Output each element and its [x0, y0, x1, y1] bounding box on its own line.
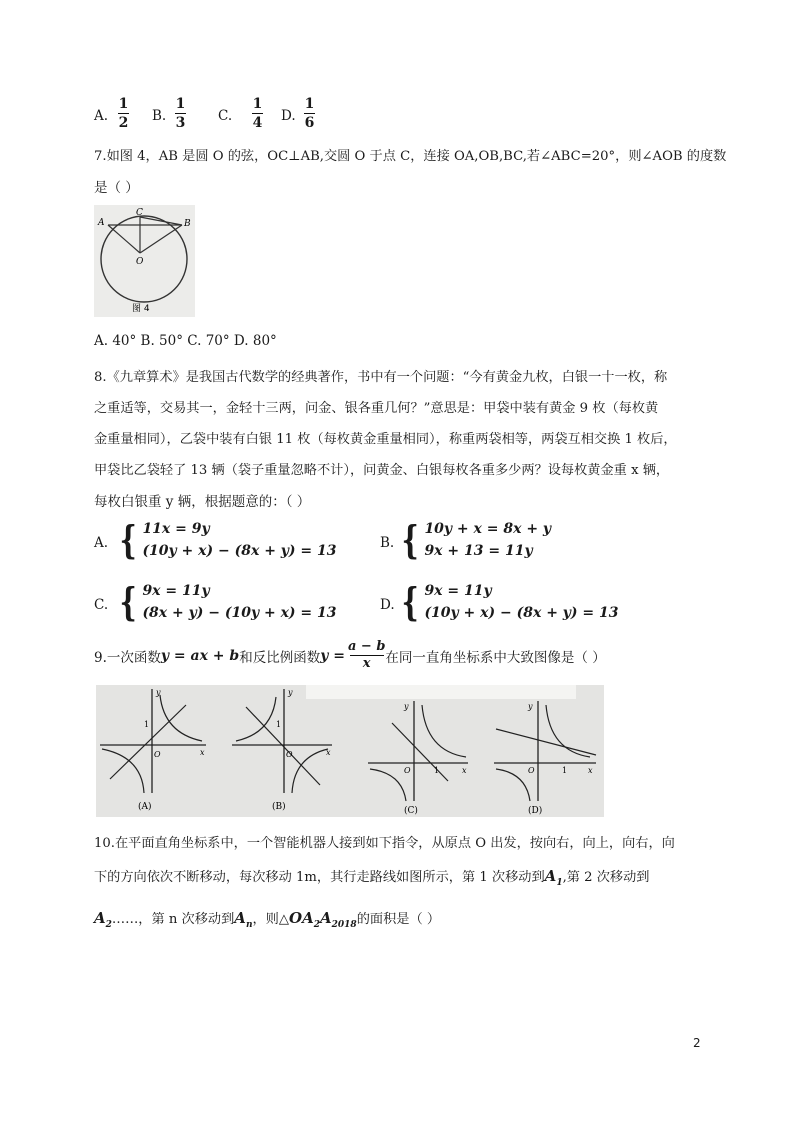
hyperbola-branch-1	[236, 697, 276, 741]
fraction-numerator: a − b	[347, 639, 386, 654]
q8-option-b-label: B.	[380, 535, 395, 551]
triangle-vertices	[289, 909, 357, 930]
graph-caption: (D)	[528, 806, 543, 816]
q8-option-a-system	[116, 518, 337, 562]
fraction-denominator: 2	[118, 115, 129, 131]
hyperbola-branch-1	[546, 705, 590, 757]
x-label: x	[462, 766, 467, 775]
hyperbola-branch-2	[370, 769, 406, 801]
one-label: 1	[144, 720, 150, 729]
q7-stem-line1: 7.如图 4，AB 是圆 O 的弦，OC⊥AB,交圆 O 于点 C，连接 OA,OB,BC,若∠ABC=20°，则∠AOB 的度数	[94, 149, 727, 164]
label-a: A	[98, 218, 105, 228]
q8-stem-line3: 金重量相同），乙袋中装有白银 11 枚（每枚黄金重量相同），称重两袋相等，两袋互相交换 1 枚后，	[94, 432, 677, 447]
graph-caption: (B)	[272, 802, 286, 812]
q8-option-c-label: C.	[94, 597, 109, 613]
hyperbola-branch-2	[102, 749, 144, 793]
q9-linear-function: y = ax + b	[160, 647, 240, 664]
q10-line2-text-a: 下的方向依次不断移动，每次移动 1m，其行走路线如图所示，第 1 次移动到	[94, 870, 545, 885]
point-an-letter: A	[234, 909, 246, 927]
origin-label: O	[286, 750, 293, 759]
linear-graph	[392, 723, 448, 781]
fraction-numerator: 1	[175, 96, 186, 112]
fraction-denominator: 4	[252, 115, 263, 131]
linear-graph	[110, 705, 186, 779]
q6-option-a-fraction	[118, 96, 129, 131]
equation-1: 9x = 11y	[424, 583, 492, 599]
one-label: 1	[434, 766, 440, 775]
linear-graph	[496, 729, 596, 755]
point-a1-letter: A	[544, 867, 557, 885]
linear-graph	[246, 707, 320, 785]
circle-o	[101, 216, 187, 302]
fraction-denominator: 3	[175, 115, 186, 131]
q9-inverse-lhs: y =	[320, 647, 345, 664]
q7-figure	[94, 205, 195, 317]
hyperbola-branch-1	[422, 705, 466, 757]
segment-bc	[140, 217, 182, 225]
figure-caption: 图 4	[132, 304, 150, 314]
q10-line3-text-a: ……，第 n 次移动到	[111, 912, 235, 927]
page-number: 2	[693, 1036, 701, 1050]
y-label: y	[404, 702, 409, 711]
q6-option-c-label: C.	[218, 108, 233, 124]
x-label: x	[200, 748, 205, 757]
q8-stem-line2: 之重适等，交易其一，金轻十三两，问金、银各重几何？”意思是：甲袋中装有黄金 9 枚（每枚黄	[94, 401, 659, 416]
q7-stem-line2: 是（ ）	[94, 180, 139, 196]
q10-line3-text-c: 的面积是（ ）	[356, 912, 441, 927]
fraction-denominator: 6	[304, 115, 315, 131]
segment-ob	[140, 225, 182, 253]
equation-1: 9x = 11y	[142, 583, 210, 599]
graph-d	[494, 701, 596, 816]
origin-label: O	[154, 750, 161, 759]
q8-option-d-label: D.	[380, 597, 395, 613]
segment-oa	[108, 225, 140, 253]
graph-caption: (C)	[404, 806, 418, 816]
point-a2-letter: A	[94, 909, 106, 927]
equation-2: (10y + x) − (8x + y) = 13	[142, 543, 337, 559]
q8-stem-line4: 甲袋比乙袋轻了 13 辆（袋子重量忽略不计），问黄金、白银每枚各重多少两？设每枚黄金重 x 辆，	[94, 463, 670, 478]
hyperbola-branch-2	[292, 749, 328, 793]
brace-icon: {	[401, 579, 419, 624]
label-b: B	[184, 219, 191, 229]
origin-label: O	[528, 766, 535, 775]
q6-option-d-label: D.	[281, 108, 296, 124]
y-label: y	[528, 702, 533, 711]
q10-stem-line3	[94, 908, 440, 930]
x-label: x	[326, 748, 331, 757]
equation-2: 9x + 13 = 11y	[424, 543, 533, 559]
point-a1	[545, 867, 563, 888]
equation-2: (8x + y) − (10y + x) = 13	[142, 605, 337, 621]
label-c: C	[136, 208, 143, 218]
q9-mid: 和反比例函数	[239, 649, 321, 666]
brace-icon: {	[401, 517, 419, 562]
point-a2-sub: 2	[105, 920, 112, 930]
q9-stem	[94, 640, 606, 671]
q7-options: A. 40° B. 50° C. 70° D. 80°	[94, 333, 277, 349]
q9-graphs-figure	[96, 685, 604, 817]
figure-top-band	[306, 685, 576, 699]
q9-suffix: 在同一直角坐标系中大致图像是（ ）	[385, 649, 606, 666]
graph-b	[232, 688, 332, 812]
point-an-sub: n	[245, 920, 253, 930]
q10-line3-text-b: ，则△	[252, 912, 290, 927]
brace-icon: {	[119, 579, 137, 624]
q8-option-a-label: A.	[94, 535, 109, 551]
origin-label: O	[404, 766, 411, 775]
triangle-a: A	[320, 909, 332, 927]
q10-line2-text-b: ,第 2 次移动到	[562, 870, 650, 885]
circle-figure-svg	[94, 205, 195, 317]
graph-caption: (A)	[138, 802, 152, 812]
q8-option-c-system	[116, 580, 337, 624]
q9-inverse-fraction	[348, 640, 385, 671]
triangle-sub-1: 2	[313, 920, 320, 930]
equation-1: 10y + x = 8x + y	[424, 521, 552, 537]
q10-stem-line2	[94, 866, 649, 888]
y-label: y	[288, 688, 293, 697]
q8-option-b-system	[398, 518, 551, 562]
point-a2	[94, 909, 112, 930]
equation-1: 11x = 9y	[142, 521, 210, 537]
graph-a	[100, 688, 206, 812]
y-label: y	[156, 688, 161, 697]
point-an	[234, 909, 252, 930]
q8-stem-line5: 每枚白银重 y 辆，根据题意的：（ ）	[94, 494, 311, 510]
fraction-numerator: 1	[252, 96, 263, 112]
q6-option-c-fraction	[252, 96, 263, 131]
triangle-oa: OA	[289, 909, 314, 927]
equation-2: (10y + x) − (8x + y) = 13	[424, 605, 619, 621]
label-o: O	[136, 257, 144, 267]
graph-c	[368, 701, 468, 816]
q6-option-a-label: A.	[94, 108, 109, 124]
graphs-svg	[96, 685, 604, 817]
point-a1-sub: 1	[556, 878, 563, 888]
one-label: 1	[276, 720, 282, 729]
fraction-denominator: x	[362, 656, 371, 671]
q6-option-b-fraction	[175, 96, 186, 131]
q8-stem-line1: 8.《九章算术》是我国古代数学的经典著作，书中有一个问题：“今有黄金九枚，白银一十一枚，称	[94, 370, 668, 385]
q10-stem-line1: 10.在平面直角坐标系中，一个智能机器人接到如下指令，从原点 O 出发，按向右，向上，向右，向	[94, 836, 675, 851]
x-label: x	[588, 766, 593, 775]
q8-option-d-system	[398, 580, 619, 624]
hyperbola-branch-2	[496, 769, 530, 801]
fraction-numerator: 1	[304, 96, 315, 112]
q6-option-b-label: B.	[152, 108, 167, 124]
q9-prefix: 9.一次函数	[94, 649, 161, 666]
hyperbola-branch-1	[160, 695, 202, 741]
one-label: 1	[562, 766, 568, 775]
fraction-numerator: 1	[118, 96, 129, 112]
brace-icon: {	[119, 517, 137, 562]
q6-option-d-fraction	[304, 96, 315, 131]
triangle-sub-2: 2018	[331, 920, 357, 930]
